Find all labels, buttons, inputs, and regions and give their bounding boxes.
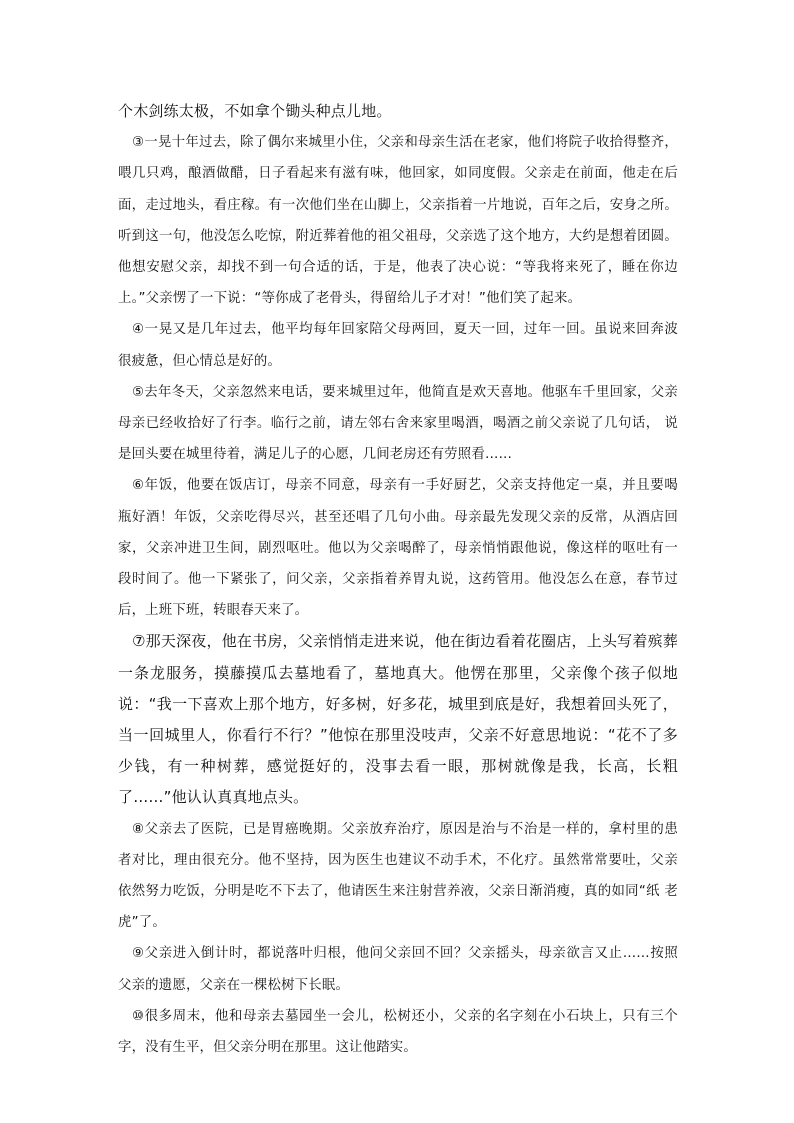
paragraph-4: ④一晃又是几年过去，他平均每年回家陪父母两回，夏天一回，过年一回。虽说来回奔波 很疲惫，但心情总是好的。 xyxy=(118,322,678,369)
paragraph-6: ⑥年饭，他要在饭店订，母亲不同意，母亲有一手好厨艺，父亲支持他定一桌，并且要喝 瓶好酒！年饭，父亲吃得尽兴，甚至还唱了几句小曲。母亲最先发现父亲的反常，从酒店回 家，父亲冲进卫生间，剧烈呕吐。他以为父亲喝醉了，母亲悄悄跟他说，像这样的呕吐有一 段时间了。他一下紧张了，问父亲，父亲指着养胃丸说，这药管用。他没怎么在意，春节过 后，上班下班，转眼春天来了。 xyxy=(118,478,678,619)
document-body xyxy=(118,96,678,1063)
paragraph-10: ⑩很多周末，他和母亲去墓园坐一会儿，松树还小，父亲的名字刻在小石块上，只有三个 字，没有生平，但父亲分明在那里。这让他踏实。 xyxy=(118,1008,678,1056)
paragraph-3: ③一晃十年过去，除了偶尔来城里小住，父亲和母亲生活在老家，他们将院子收拾得整齐， 喂几只鸡，酿酒做醋，日子看起来有滋有味，他回家，如同度假。父亲走在前面，他走在后面，走过地头，看庄稼。有一次他们坐在山脚上，父亲指着一片地说，百年之后，安身之所。 听到这一句，他没怎么吃惊，附近葬着他的祖父祖母，父亲选了这个地方，大约是想着团圆。他想安慰父亲，却找不到一句合适的话，于是，他表了决心说：“等我将来死了，睡在你边上。”父亲愣了一下说：“等你成了老骨头，得留给儿子才对！”他们笑了起来。 xyxy=(118,135,678,307)
paragraph-8: ⑧父亲去了医院，已是胃癌晚期。父亲放弃治疗，原因是治与不治是一样的，拿村里的患 者对比，理由很充分。他不坚持，因为医生也建议不动手术，不化疗。虽然常常要吐，父亲 依然努力吃饭，分明是吃不下去了，他请医生来注射营养液，父亲日渐消瘦，真的如同“纸 老虎”了。 xyxy=(118,821,678,931)
paragraph-5: ⑤去年冬天，父亲忽然来电话，要来城里过年，他简直是欢天喜地。他驱车千里回家，父亲母亲已经收拾好了行李。临行之前，请左邻右舍来家里喝酒，喝酒之前父亲说了几句话， 说是回头要在城里待着，满足儿子的心愿，几间老房还有劳照看…… xyxy=(118,384,678,463)
paragraph-7: ⑦那天深夜，他在书房，父亲悄悄走进来说，他在街边看着花圈店，上头写着殡葬一条龙服务，摸藤摸瓜去墓地看了，墓地真大。他愣在那里，父亲像个孩子似地说：“我一下喜欢上那个地方，好多树，好多花，城里到底是好，我想着回头死了，当一回城里人，你看行不行？”他惊在那里没吱声，父亲不好意思地说：“花不了多少钱，有一种树葬，感觉挺好的，没事去看一眼，那树就像是我，长高，长粗了……”他认认真真地点头。 xyxy=(118,632,678,807)
paragraph-9: ⑨父亲进入倒计时，都说落叶归根，他问父亲回不回？父亲摇头，母亲欲言又止……按照 父亲的遗愿，父亲在一棵松树下长眠。 xyxy=(118,946,678,993)
paragraph-continuation: 个木剑练太极，不如拿个锄头种点儿地。 xyxy=(118,102,392,120)
